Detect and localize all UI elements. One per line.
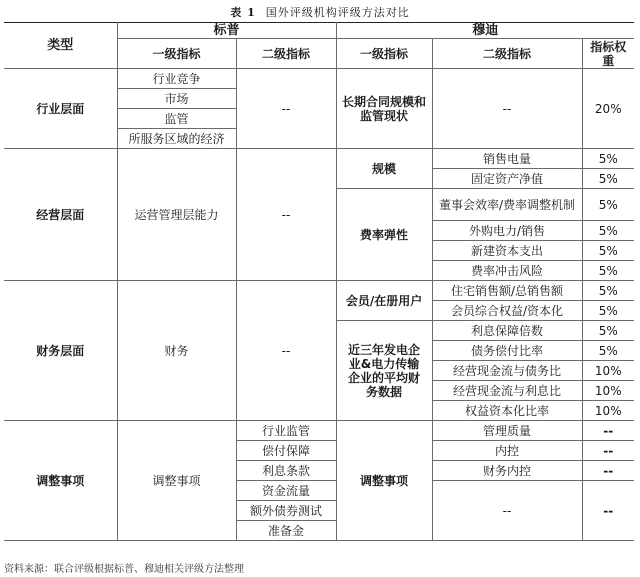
type-operation: 经营层面 [4, 149, 117, 281]
sp-l1-cell: 市场 [117, 89, 236, 109]
rating-method-table [4, 22, 634, 541]
m-l1-cell: 调整事项 [336, 421, 432, 541]
m-l2-cell: 管理质量 [432, 421, 582, 441]
m-l2-cell: 会员综合权益/资本化 [432, 301, 582, 321]
weight-cell: -- [582, 461, 634, 481]
weight-cell: -- [582, 441, 634, 461]
weight-cell: 5% [582, 321, 634, 341]
header-m-level2: 二级指标 [432, 39, 582, 69]
weight-cell: 5% [582, 169, 634, 189]
sp-l1-cell: 调整事项 [117, 421, 236, 541]
source-footnote: 资料来源：联合评级根据标普、穆迪相关评级方法整理 [4, 564, 244, 575]
m-l2-cell: 经营现金流与利息比 [432, 381, 582, 401]
caption-title: 国外评级机构评级方法对比 [265, 6, 410, 19]
weight-cell: 5% [582, 149, 634, 169]
sp-l2-cell: 偿付保障 [236, 441, 336, 461]
header-weight: 指标权重 [582, 39, 634, 69]
header-sp-level2: 二级指标 [236, 39, 336, 69]
sp-l1-cell: 运营管理层能力 [117, 149, 236, 281]
m-l1-cell: 会员/在册用户 [336, 281, 432, 321]
weight-cell: -- [582, 421, 634, 441]
m-l2-cell: 内控 [432, 441, 582, 461]
m-l1-cell: 长期合同规模和监管现状 [336, 69, 432, 149]
weight-cell: 10% [582, 401, 634, 421]
sp-l2-cell: -- [236, 281, 336, 421]
sp-l1-cell: 监管 [117, 109, 236, 129]
weight-cell: 10% [582, 381, 634, 401]
weight-cell: 5% [582, 221, 634, 241]
m-l2-cell: 外购电力/销售 [432, 221, 582, 241]
sp-l1-cell: 所服务区域的经济 [117, 129, 236, 149]
m-l2-cell: 经营现金流与债务比 [432, 361, 582, 381]
weight-cell: 5% [582, 281, 634, 301]
weight-cell: 5% [582, 261, 634, 281]
m-l2-cell: 董事会效率/费率调整机制 [432, 189, 582, 221]
sp-l2-cell: 额外债券测试 [236, 501, 336, 521]
weight-cell: 20% [582, 69, 634, 149]
m-l2-cell: 费率冲击风险 [432, 261, 582, 281]
sp-l1-cell: 财务 [117, 281, 236, 421]
m-l2-cell: 债务偿付比率 [432, 341, 582, 361]
m-l2-cell: 住宅销售额/总销售额 [432, 281, 582, 301]
sp-l1-cell: 行业竞争 [117, 69, 236, 89]
sp-l2-cell: 准备金 [236, 521, 336, 541]
sp-l2-cell: -- [236, 69, 336, 149]
weight-cell: 5% [582, 189, 634, 221]
m-l1-cell: 规模 [336, 149, 432, 189]
weight-cell: 5% [582, 241, 634, 261]
m-l2-cell: 利息保障倍数 [432, 321, 582, 341]
type-finance: 财务层面 [4, 281, 117, 421]
weight-cell: 5% [582, 341, 634, 361]
sp-l2-cell: 利息条款 [236, 461, 336, 481]
header-type: 类型 [4, 23, 117, 69]
m-l1-cell: 近三年发电企业&电力传输企业的平均财务数据 [336, 321, 432, 421]
m-l2-cell: -- [432, 69, 582, 149]
type-industry: 行业层面 [4, 69, 117, 149]
m-l2-cell: 新建资本支出 [432, 241, 582, 261]
m-l2-cell: 销售电量 [432, 149, 582, 169]
header-m-level1: 一级指标 [336, 39, 432, 69]
sp-l2-cell: -- [236, 149, 336, 281]
weight-cell: -- [582, 481, 634, 541]
m-l2-cell: 财务内控 [432, 461, 582, 481]
header-sp: 标普 [117, 23, 336, 39]
m-l2-cell: -- [432, 481, 582, 541]
header-sp-level1: 一级指标 [117, 39, 236, 69]
table-caption [0, 4, 640, 20]
m-l1-cell: 费率弹性 [336, 189, 432, 281]
weight-cell: 5% [582, 301, 634, 321]
caption-number: 表 1 [230, 6, 256, 19]
sp-l2-cell: 行业监管 [236, 421, 336, 441]
m-l2-cell: 固定资产净值 [432, 169, 582, 189]
m-l2-cell: 权益资本化比率 [432, 401, 582, 421]
sp-l2-cell: 资金流量 [236, 481, 336, 501]
header-moodys: 穆迪 [336, 23, 634, 39]
weight-cell: 10% [582, 361, 634, 381]
type-adjust: 调整事项 [4, 421, 117, 541]
